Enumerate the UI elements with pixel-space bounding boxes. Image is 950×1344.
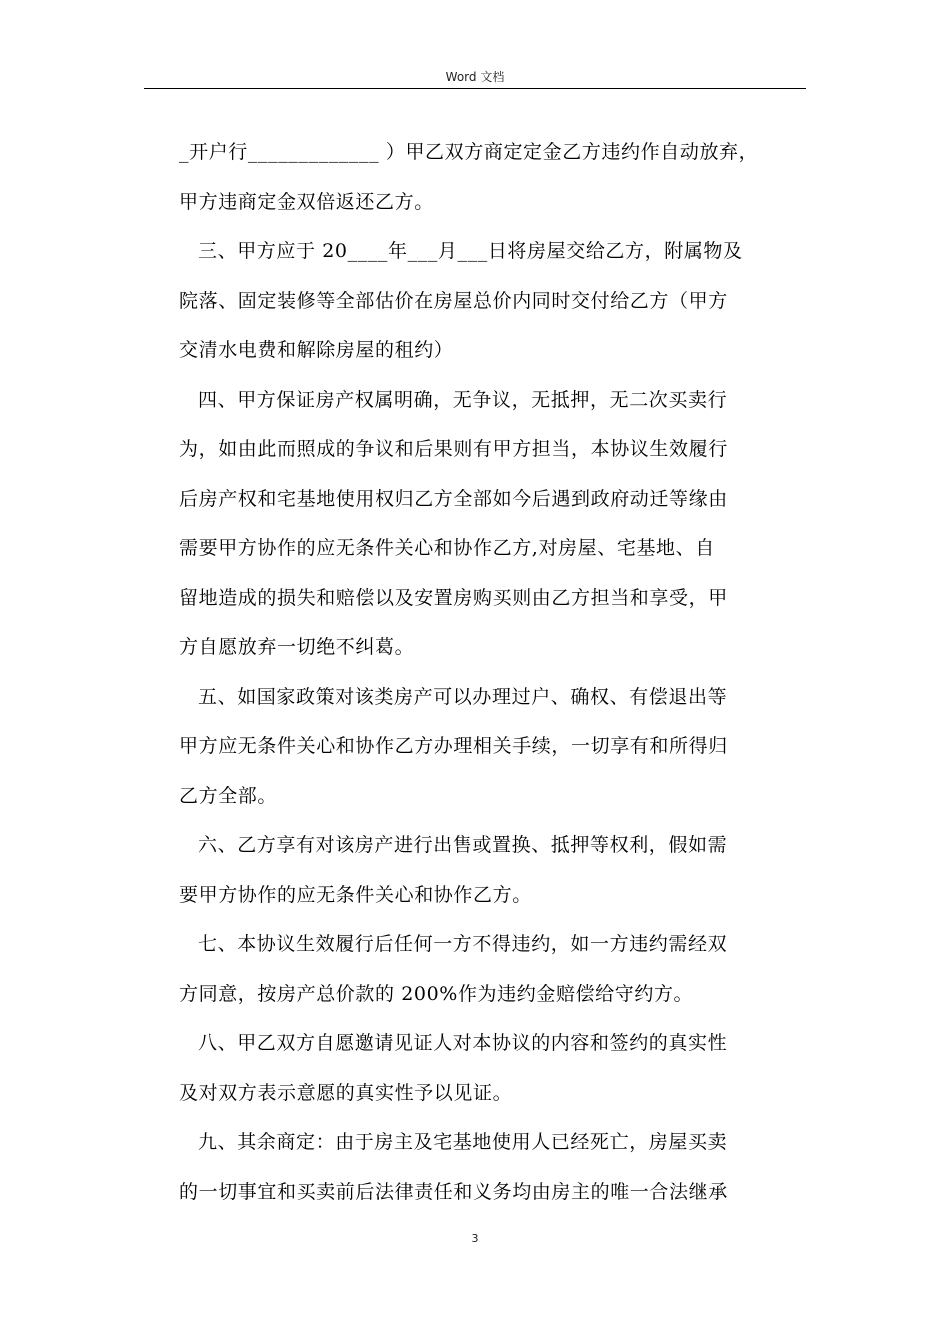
body-line: 后房产权和宅基地使用权归乙方全部如今后遇到政府动迁等缘由	[179, 487, 728, 510]
body-line: 及对双方表示意愿的真实性予以见证。	[179, 1081, 513, 1104]
body-line: 乙方全部。	[179, 784, 278, 807]
body-line: 要甲方协作的应无条件关心和协作乙方。	[179, 883, 532, 906]
body-line: 方同意，按房产总价款的 200%作为违约金赔偿给守约方。	[179, 982, 694, 1005]
body-line: 需要甲方协作的应无条件关心和协作乙方,对房屋、宅基地、自	[179, 537, 715, 559]
document-body	[179, 128, 799, 1217]
body-line: _开户行_____________ ）甲乙双方商定定金乙方违约作自动放弃，	[179, 141, 759, 163]
body-line: 甲方违商定金双倍返还乙方。	[179, 190, 434, 213]
page-header-title: Word 文档	[445, 70, 505, 84]
body-line: 甲方应无条件关心和协作乙方办理相关手续，一切享有和所得归	[179, 735, 728, 757]
body-line: 院落、固定装修等全部估价在房屋总价内同时交付给乙方（甲方	[179, 289, 728, 312]
header-divider	[144, 88, 806, 89]
clause-7-start: 七、本协议生效履行后任何一方不得违约，如一方违约需经双	[198, 933, 728, 955]
clause-5-start: 五、如国家政策对该类房产可以办理过户、确权、有偿退出等	[198, 685, 728, 708]
clause-3-start: 三、甲方应于 20____年___月___日将房屋交给乙方，附属物及	[198, 240, 743, 262]
body-line: 交清水电费和解除房屋的租约）	[179, 339, 454, 361]
body-line: 为，如由此而照成的争议和后果则有甲方担当，本协议生效履行	[179, 438, 728, 460]
clause-8-start: 八、甲乙双方自愿邀请见证人对本协议的内容和签约的真实性	[198, 1032, 728, 1054]
clause-9-start: 九、其余商定：由于房主及宅基地使用人已经死亡，房屋买卖	[198, 1131, 728, 1153]
page-number: 3	[471, 1232, 479, 1245]
body-line: 的一切事宜和买卖前后法律责任和义务均由房主的唯一合法继承	[179, 1180, 728, 1203]
body-line: 方自愿放弃一切绝不纠葛。	[179, 636, 415, 658]
body-line: 留地造成的损失和赔偿以及安置房购买则由乙方担当和享受，甲	[179, 586, 728, 609]
clause-4-start: 四、甲方保证房产权属明确，无争议，无抵押，无二次买卖行	[198, 388, 728, 411]
clause-6-start: 六、乙方享有对该房产进行出售或置换、抵押等权利，假如需	[198, 834, 728, 856]
